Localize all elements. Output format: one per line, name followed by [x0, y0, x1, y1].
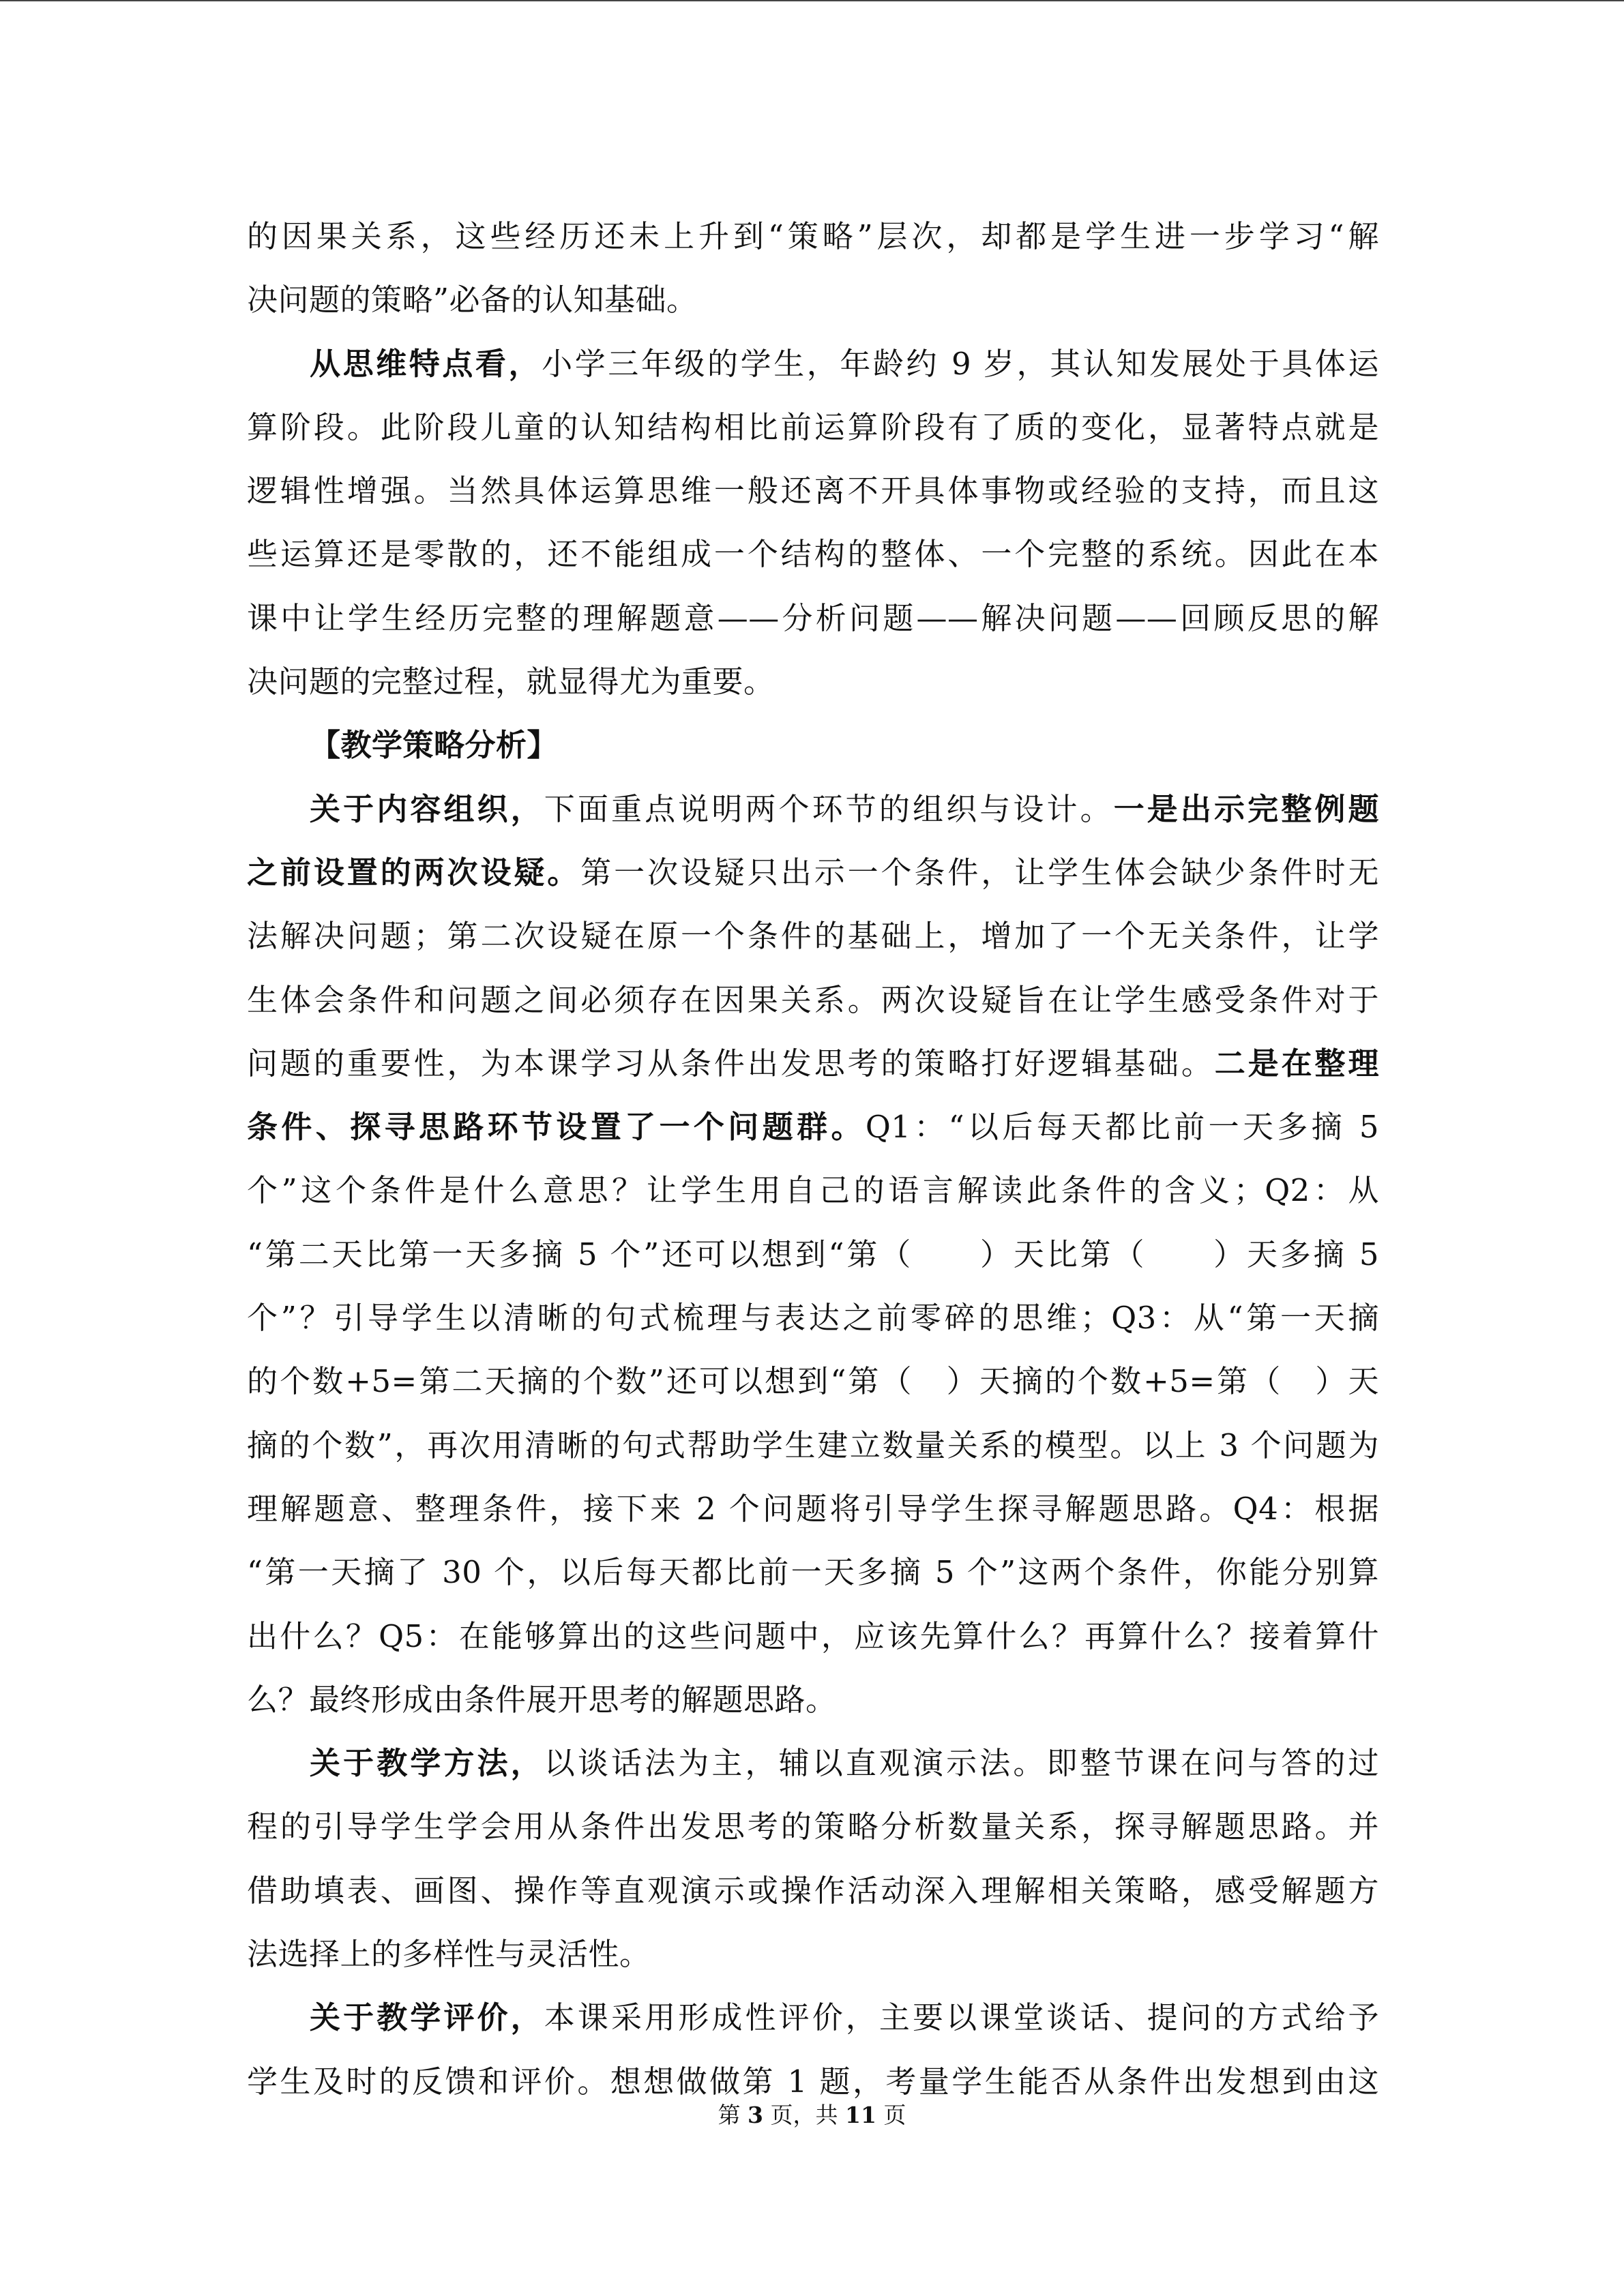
text-segment: 决问题的完整过程，就显得尤为重要。 [247, 664, 775, 700]
text-segment: 问题的重要性，为本课学习从条件出发思考的策略打好逻辑基础。 [247, 1045, 1215, 1082]
text-line [247, 586, 1379, 650]
text-line [247, 1350, 1379, 1413]
text-segment: 借助填表、画图、操作等直观演示或操作活动深入理解相关策略，感受解题方 [247, 1872, 1379, 1909]
text-segment: 程的引导学生学会用从条件出发思考的策略分析数量关系，探寻解题思路。并 [247, 1808, 1379, 1845]
text-segment: 的因果关系，这些经历还未上升到“策略”层次，却都是学生进一步学习“解 [247, 218, 1379, 254]
text-line [247, 1540, 1379, 1604]
bold-text-segment: 关于内容组织， [310, 790, 544, 827]
bold-text-segment: 条件、探寻思路环节设置了一个问题群。 [247, 1109, 866, 1146]
text-line [247, 332, 1379, 396]
bold-text-segment: 关于教学方法， [310, 1745, 544, 1782]
text-line [247, 1605, 1379, 1668]
text-line [247, 1286, 1379, 1350]
bold-text-segment: 之前设置的两次设疑。 [247, 854, 581, 891]
text-line [247, 459, 1379, 522]
text-segment: 的个数+5=第二天摘的个数”还可以想到“第（ ）天摘的个数+5=第（ ）天 [247, 1363, 1379, 1400]
text-line [247, 1095, 1379, 1159]
text-segment: 个”？引导学生以清晰的句式梳理与表达之前零碎的思维；Q3：从“第一天摘 [247, 1300, 1379, 1337]
text-line [247, 522, 1379, 586]
text-line [247, 1986, 1379, 2049]
text-segment: 法选择上的多样性与灵活性。 [247, 1936, 651, 1973]
total-pages-number: 11 [845, 2102, 876, 2128]
text-segment: 以谈话法为主，辅以直观演示法。即整节课在问与答的过 [544, 1745, 1379, 1782]
text-segment: 决问题的策略”必备的认知基础。 [247, 282, 698, 318]
text-segment: 小学三年级的学生，年龄约 9 岁，其认知发展处于具体运 [542, 345, 1379, 382]
bold-text-segment: 从思维特点看， [310, 345, 542, 382]
text-line [247, 1859, 1379, 1922]
text-segment: Q1：“以后每天都比前一天多摘 5 [865, 1109, 1379, 1146]
text-line [247, 904, 1379, 968]
current-page-number: 3 [748, 2102, 764, 2128]
text-segment: 摘的个数”，再次用清晰的句式帮助学生建立数量关系的模型。以上 3 个问题为 [247, 1427, 1379, 1463]
text-segment: 出什么？Q5：在能够算出的这些问题中，应该先算什么？再算什么？接着算什 [247, 1617, 1379, 1654]
text-segment: “第二天比第一天多摘 5 个”还可以想到“第（ ）天比第（ ）天多摘 5 [247, 1236, 1379, 1272]
text-line [247, 205, 1379, 268]
bold-text-segment: 【教学策略分析】 [310, 727, 559, 764]
text-segment: 么？最终形成由条件展开思考的解题思路。 [247, 1681, 837, 1718]
text-segment: 下面重点说明两个环节的组织与设计。 [544, 790, 1114, 827]
text-line [247, 1731, 1379, 1795]
text-line [247, 1922, 1379, 1986]
footer-middle: 页，共 [763, 2102, 845, 2128]
footer-suffix: 页 [876, 2102, 906, 2128]
bold-text-segment: 二是在整理 [1214, 1045, 1379, 1082]
page-footer [0, 2098, 1624, 2132]
top-border-line [0, 0, 1624, 1]
document-body [247, 205, 1379, 2113]
text-segment: 第一次设疑只出示一个条件，让学生体会缺少条件时无 [580, 854, 1379, 891]
text-segment: 课中让学生经历完整的理解题意——分析问题——解决问题——回顾反思的解 [247, 599, 1379, 636]
text-line [247, 968, 1379, 1032]
text-segment: 理解题意、整理条件，接下来 2 个问题将引导学生探寻解题思路。Q4：根据 [247, 1490, 1379, 1527]
text-line [247, 1159, 1379, 1222]
text-segment: 本课采用形成性评价，主要以课堂谈话、提问的方式给予 [544, 1999, 1379, 2036]
text-segment: “第一天摘了 30 个，以后每天都比前一天多摘 5 个”这两个条件，你能分别算 [247, 1554, 1379, 1591]
text-line [247, 396, 1379, 459]
footer-prefix: 第 [718, 2102, 748, 2128]
text-line [247, 1223, 1379, 1286]
text-segment: 生体会条件和问题之间必须存在因果关系。两次设疑旨在让学生感受条件对于 [247, 981, 1379, 1018]
text-segment: 学生及时的反馈和评价。想想做做第 1 题，考量学生能否从条件出发想到由这 [247, 2063, 1379, 2100]
text-segment: 法解决问题；第二次设疑在原一个条件的基础上，增加了一个无关条件，让学 [247, 918, 1379, 955]
text-line [247, 268, 1379, 331]
text-line [247, 1477, 1379, 1540]
text-segment: 算阶段。此阶段儿童的认知结构相比前运算阶段有了质的变化，显著特点就是 [247, 408, 1379, 445]
text-segment: 些运算还是零散的，还不能组成一个结构的整体、一个完整的系统。因此在本 [247, 536, 1379, 573]
text-line [247, 1032, 1379, 1095]
text-segment: 个”这个条件是什么意思？让学生用自己的语言解读此条件的含义；Q2：从 [247, 1172, 1379, 1209]
text-line [247, 713, 1379, 777]
text-line [247, 650, 1379, 713]
text-line [247, 1414, 1379, 1477]
bold-text-segment: 关于教学评价， [310, 1999, 544, 2036]
text-line [247, 841, 1379, 904]
text-segment: 逻辑性增强。当然具体运算思维一般还离不开具体事物或经验的支持，而且这 [247, 473, 1379, 509]
text-line [247, 777, 1379, 841]
text-line [247, 1668, 1379, 1731]
bold-text-segment: 一是出示完整例题 [1113, 790, 1379, 827]
text-line [247, 1795, 1379, 1858]
